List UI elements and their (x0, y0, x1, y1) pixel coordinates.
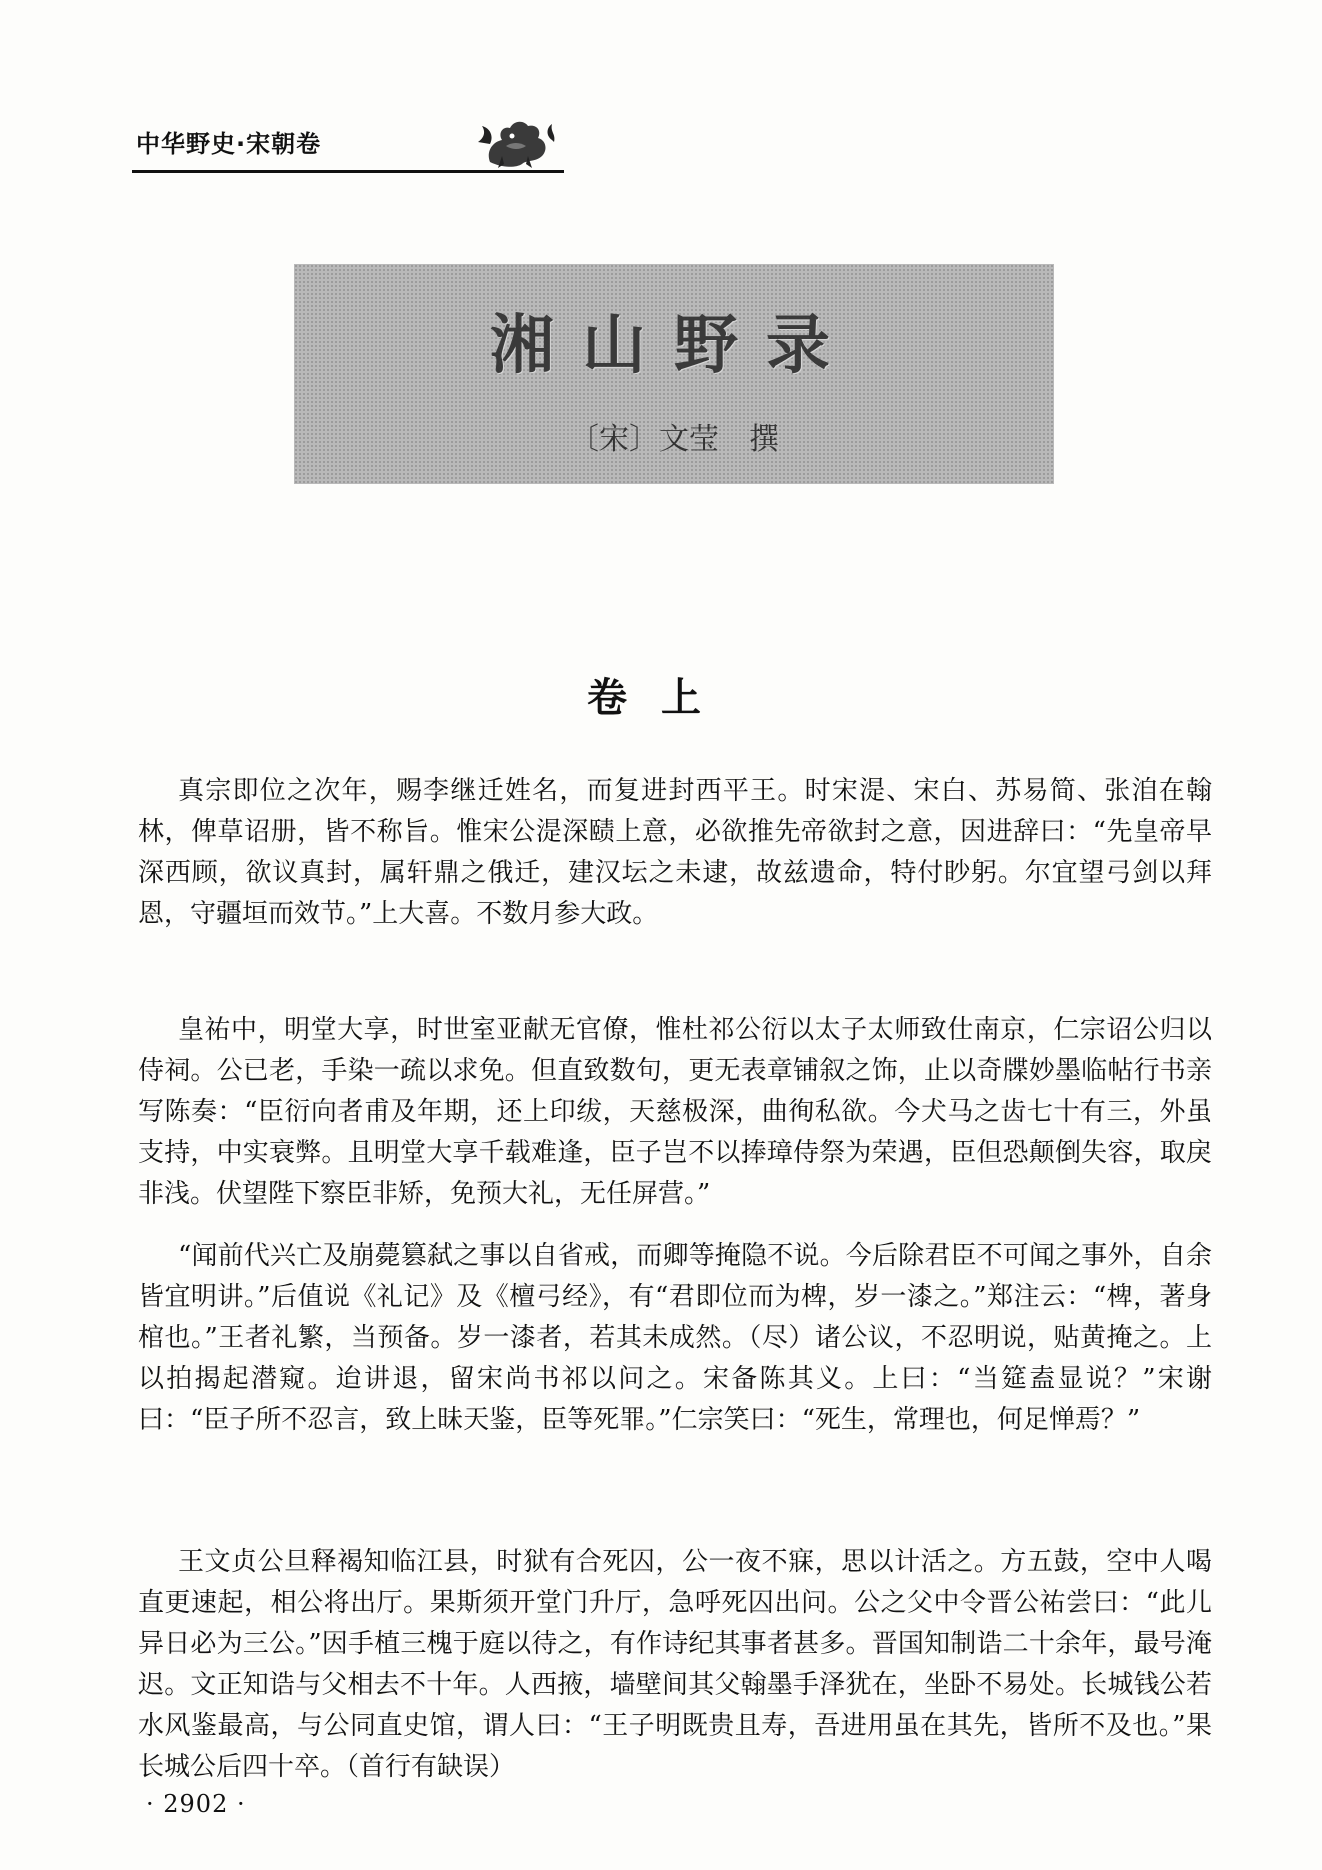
author-role: 撰 (749, 422, 779, 457)
paragraph: 皇祐中，明堂大享，时世室亚献无官僚，惟杜祁公衍以太子太师致仕南京，仁宗诏公归以侍祠。公已老，手染一疏以求免。但直致数句，更无表章铺叙之饰，止以奇牒妙墨临帖行书亲写陈奏：“臣衍向者甫及年期，还上印绂，天慈极深，曲徇私欲。今犬马之齿七十有三，外虽支持，中实衰弊。且明堂大享千载难逢，臣子岂不以捧璋侍祭为荣遇，臣但恐颠倒失容，取戾非浅。伏望陛下察臣非矫，免预大礼，无任屏营。” (138, 1015, 1212, 1209)
paragraph: “闻前代兴亡及崩薨篡弑之事以自省戒，而卿等掩隐不说。今后除君臣不可闻之事外，自余皆宜明讲。”后值说《礼记》及《檀弓经》，有“君即位而为椑，岁一漆之。”郑注云：“椑，著身棺也。”王者礼繁，当预备。岁一漆者，若其未成然。（尽）诸公议，不忍明说，贴黄掩之。上以拍揭起潜窥。迨讲退，留宋尚书祁以问之。宋备陈其义。上曰：“当筵盍显说？”宋谢曰：“臣子所不忍言，致上昧天鉴，臣等死罪。”仁宗笑曰：“死生，常理也，何足惮焉？” (138, 1241, 1212, 1435)
page-number: · 2902 · (146, 1790, 246, 1818)
header-rule (132, 170, 564, 173)
running-header (132, 118, 564, 178)
title-block (294, 264, 1054, 484)
series-title: 中华野史·宋朝卷 (136, 130, 322, 158)
book-title: 湘山野录 (490, 308, 858, 383)
author-line (294, 414, 1054, 458)
author-dynasty: 〔宋〕 (569, 422, 659, 457)
paragraph: 王文贞公旦释褐知临江县，时狱有合死囚，公一夜不寐，思以计活之。方五鼓，空中人喝直更速起，相公将出厅。果斯须开堂门升厅，急呼死囚出问。公之父中令晋公祐尝曰：“此儿异日必为三公。”因手植三槐于庭以待之，有作诗纪其事者甚多。晋国知制诰二十余年，最号淹迟。文正知诰与父相去不十年。人西掖，墙壁间其父翰墨手泽犹在，坐卧不易处。长城钱公若水风鉴最高，与公同直史馆，谓人曰：“王子明既贵且寿，吾进用虽在其先，皆所不及也。”果长城公后四十卒。（首行有缺误） (138, 1547, 1212, 1782)
author-name: 文莹 (659, 422, 719, 457)
paragraph: 真宗即位之次年，赐李继迁姓名，而复进封西平王。时宋湜、宋白、苏易简、张洎在翰林，俾草诏册，皆不称旨。惟宋公湜深赜上意，必欲推先帝欲封之意，因进辞曰：“先皇帝早深西顾，欲议真封，属轩鼎之俄迁，建汉坛之未逮，故兹遗命，特付眇躬。尔宜望弓剑以拜恩，守疆垣而效节。”上大喜。不数月参大政。 (138, 776, 1212, 929)
chapter-title: 卷上 (587, 675, 735, 721)
dragon-emblem-icon (472, 112, 560, 170)
